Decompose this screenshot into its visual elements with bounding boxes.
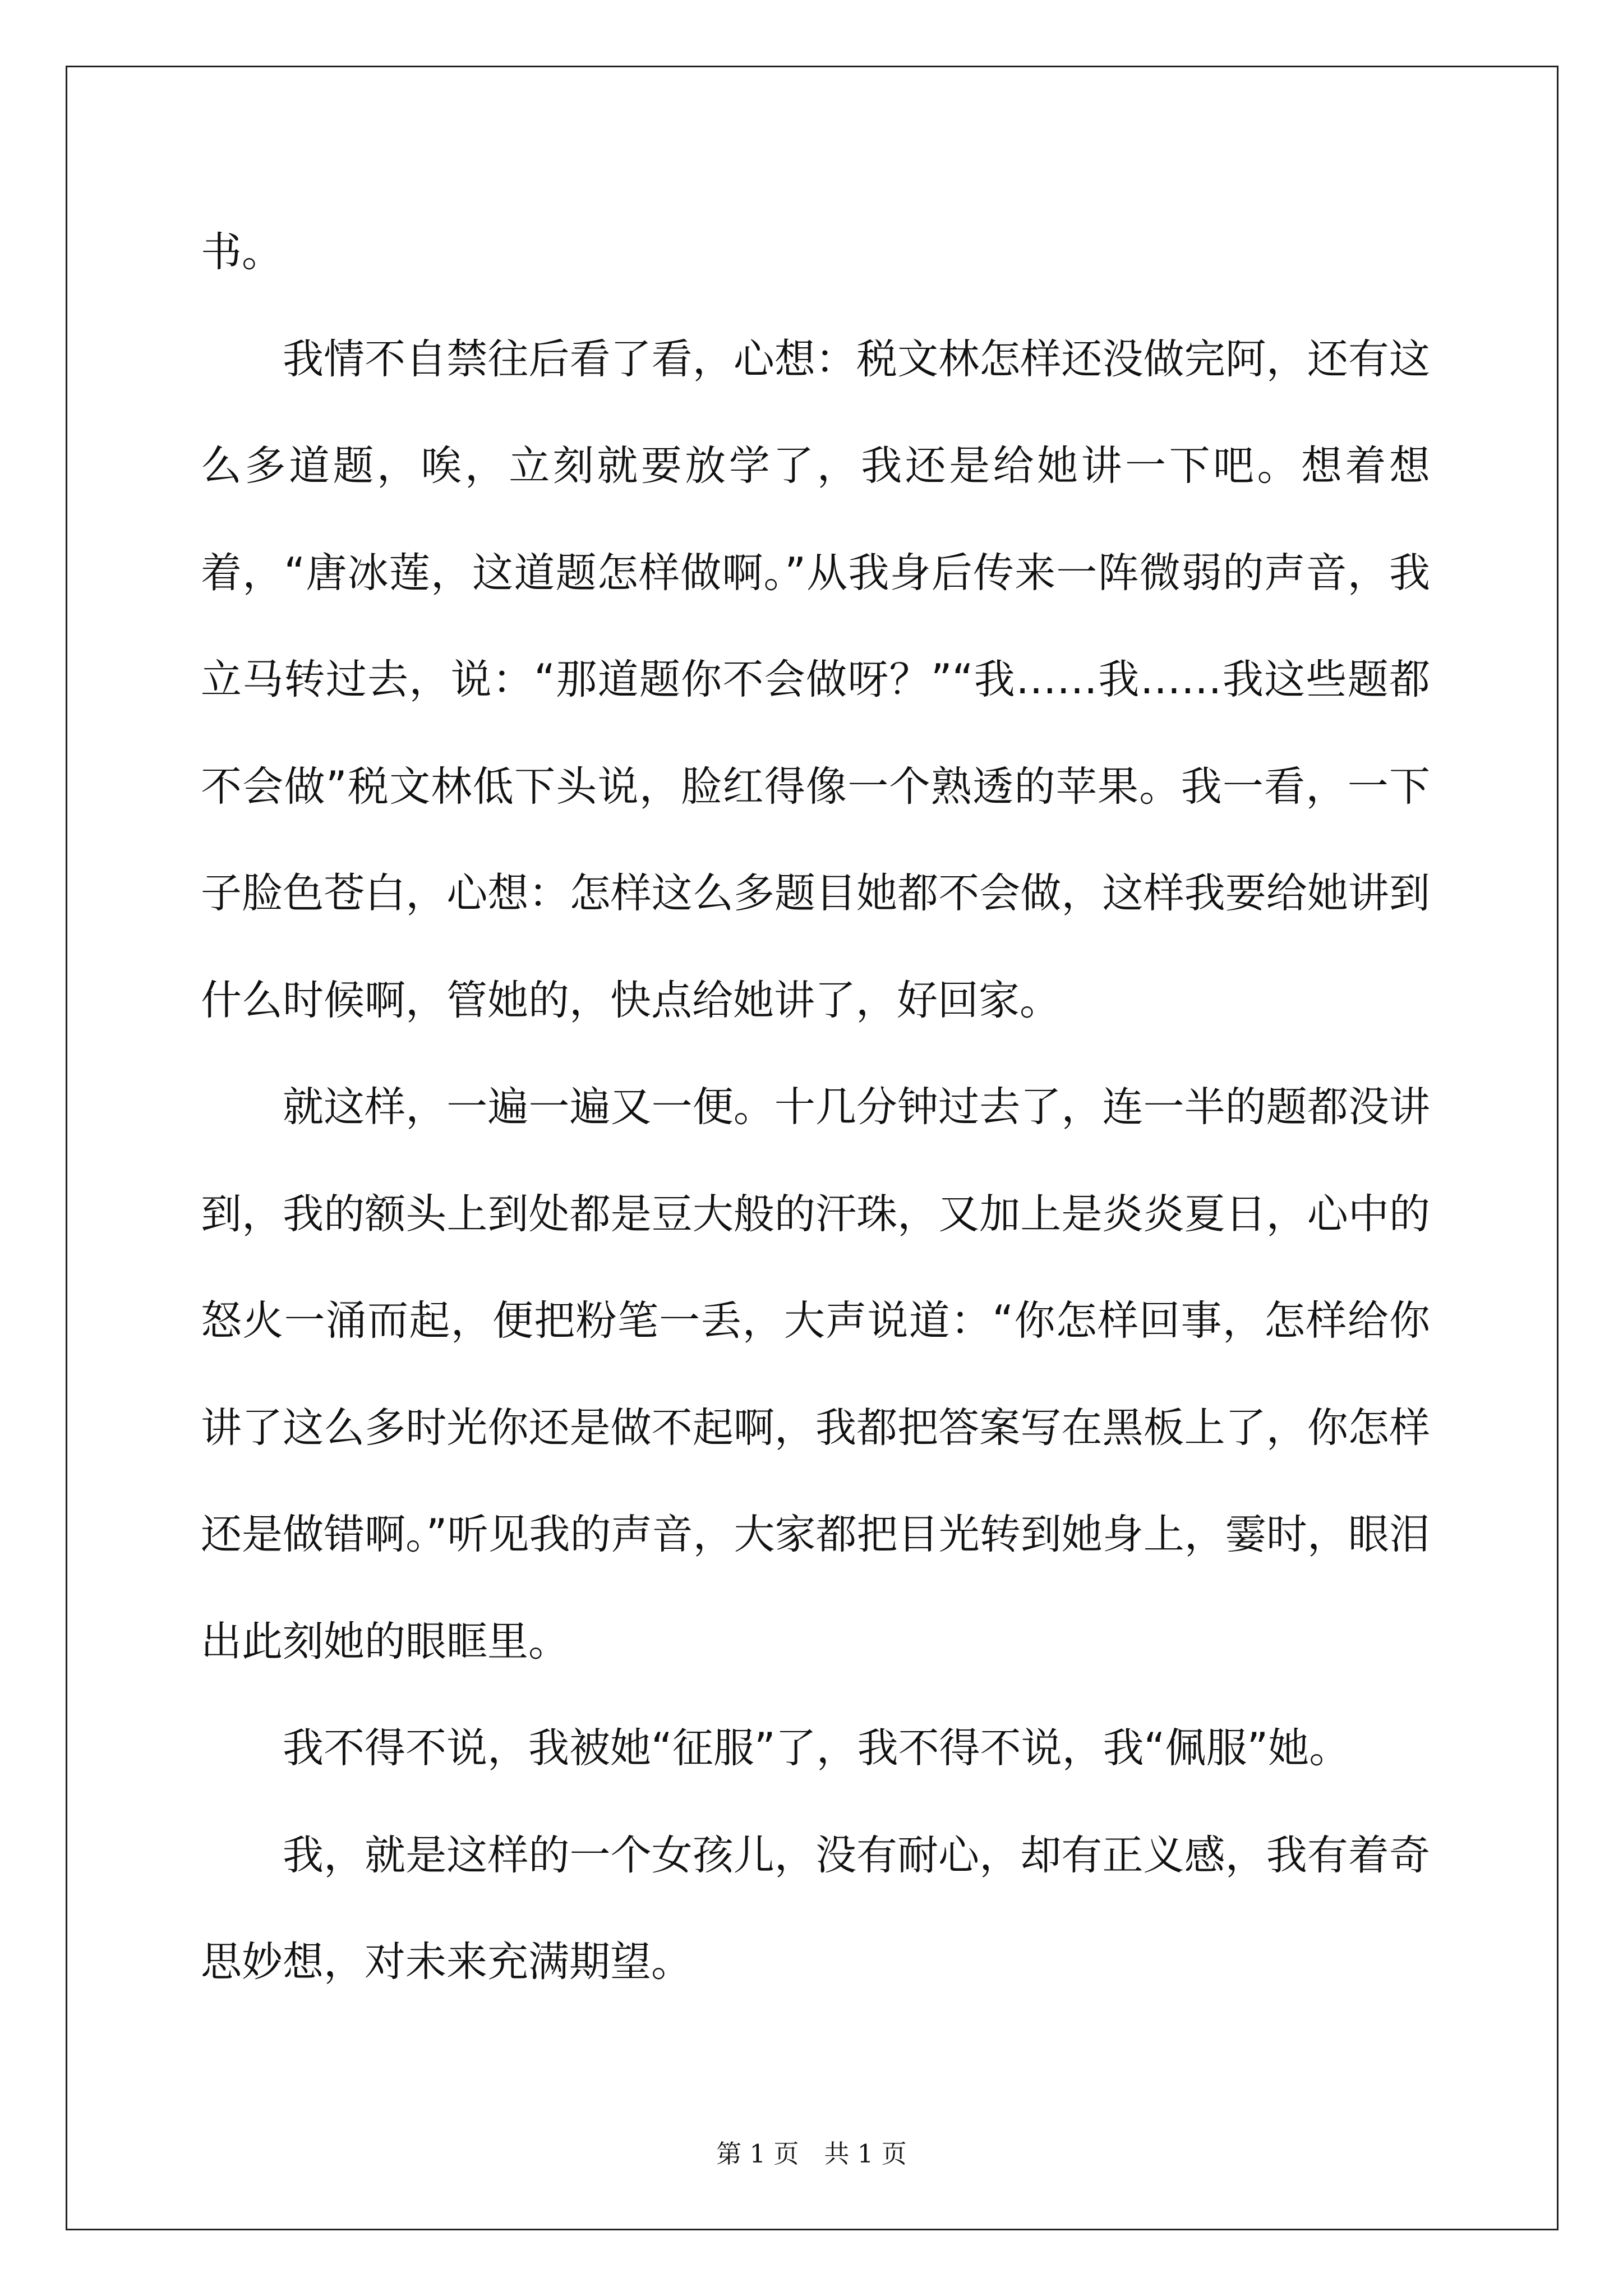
page-number: 第 1 页 共 1 页 — [716, 2139, 907, 2169]
paragraph-5: 我，就是这样的一个女孩儿，没有耐心，却有正义感，我有着奇思妙想，对未来充满期望。 — [201, 1831, 1430, 1986]
paragraph-2: 我情不自禁往后看了看，心想：税文林怎样还没做完阿，还有这么多道题，唉，立刻就要放学了，我还是给她讲一下吧。想着想着，“唐冰莲，这道题怎样做啊。”从我身后传来一阵微弱的声音，我立马转过去，说：“那道题你不会做呀？”“我……我……我这些题都不会做”税文林低下头说，脸红得像一个熟透的苹果。我一看，一下子脸色苍白，心想：怎样这么多题目她都不会做，这样我要给她讲到什么时候啊，管她的，快点给她讲了，好回家。 — [201, 335, 1430, 1024]
paragraph-3: 就这样，一遍一遍又一便。十几分钟过去了，连一半的题都没讲到，我的额头上到处都是豆大般的汗珠，又加上是炎炎夏日，心中的怒火一涌而起，便把粉笔一丢，大声说道：“你怎样回事，怎样给你讲了这么多时光你还是做不起啊，我都把答案写在黑板上了，你怎样还是做错啊。”听见我的声音，大家都把目光转到她身上，霎时，眼泪出此刻她的眼眶里。 — [201, 1083, 1430, 1665]
paragraph-4: 我不得不说，我被她“征服”了，我不得不说，我“佩服”她。 — [283, 1724, 1350, 1772]
page-footer — [0, 2137, 1623, 2171]
document-body — [201, 199, 1430, 2016]
paragraph-1: 书。 — [201, 228, 283, 276]
